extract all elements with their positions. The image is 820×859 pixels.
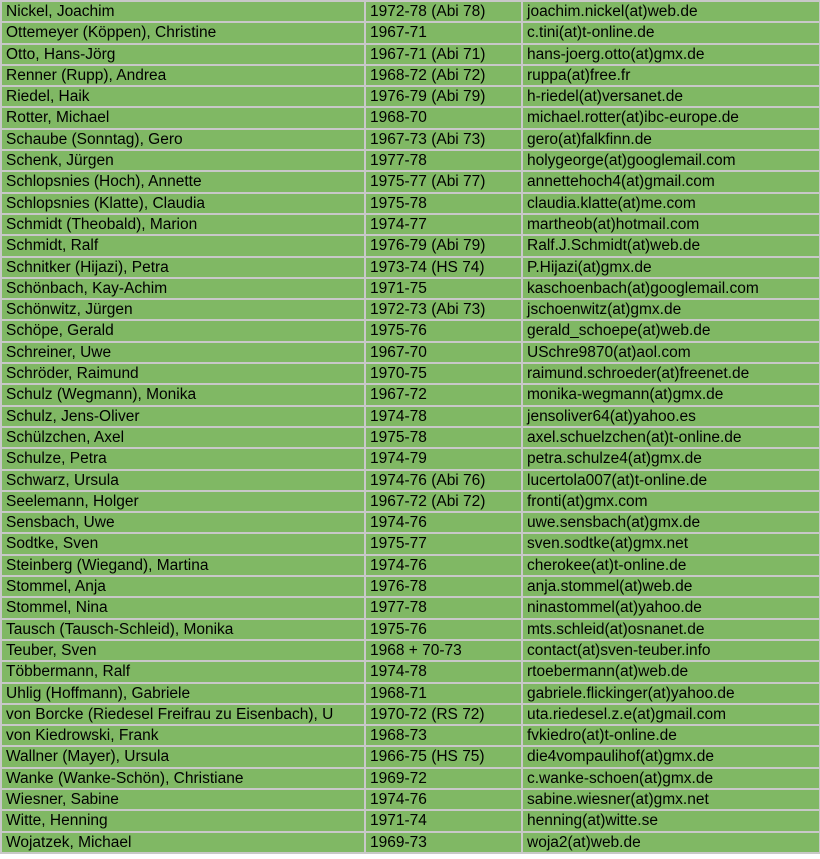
table-row [2, 23, 819, 42]
table-row [2, 769, 819, 788]
years-cell: 1975-77 (Abi 77) [366, 172, 521, 191]
years-cell: 1967-71 (Abi 71) [366, 45, 521, 64]
table-row [2, 343, 819, 362]
email-cell: ninastommel(at)yahoo.de [523, 598, 819, 617]
table-row [2, 45, 819, 64]
email-cell: rtoebermann(at)web.de [523, 662, 819, 681]
email-cell: gerald_schoepe(at)web.de [523, 321, 819, 340]
table-row [2, 279, 819, 298]
table-row [2, 684, 819, 703]
name-cell: Többermann, Ralf [2, 662, 364, 681]
years-cell: 1968-70 [366, 108, 521, 127]
years-cell: 1968 + 70-73 [366, 641, 521, 660]
years-cell: 1975-78 [366, 194, 521, 213]
years-cell: 1967-70 [366, 343, 521, 362]
years-cell: 1974-78 [366, 407, 521, 426]
years-cell: 1975-76 [366, 620, 521, 639]
table-body [2, 2, 819, 852]
name-cell: Nickel, Joachim [2, 2, 364, 21]
email-cell: fronti(at)gmx.com [523, 492, 819, 511]
table-row [2, 705, 819, 724]
years-cell: 1971-75 [366, 279, 521, 298]
table-row [2, 194, 819, 213]
years-cell: 1975-76 [366, 321, 521, 340]
name-cell: Schönbach, Kay-Achim [2, 279, 364, 298]
name-cell: Steinberg (Wiegand), Martina [2, 556, 364, 575]
table-row [2, 833, 819, 852]
name-cell: Schulze, Petra [2, 449, 364, 468]
name-cell: Schwarz, Ursula [2, 471, 364, 490]
years-cell: 1974-76 [366, 556, 521, 575]
table-row [2, 641, 819, 660]
email-cell: jschoenwitz(at)gmx.de [523, 300, 819, 319]
years-cell: 1977-78 [366, 598, 521, 617]
years-cell: 1967-72 [366, 385, 521, 404]
name-cell: Teuber, Sven [2, 641, 364, 660]
email-cell: jensoliver64(at)yahoo.es [523, 407, 819, 426]
name-cell: Schönwitz, Jürgen [2, 300, 364, 319]
name-cell: Otto, Hans-Jörg [2, 45, 364, 64]
table-row [2, 407, 819, 426]
table-row [2, 236, 819, 255]
years-cell: 1974-79 [366, 449, 521, 468]
email-cell: ruppa(at)free.fr [523, 66, 819, 85]
name-cell: Schröder, Raimund [2, 364, 364, 383]
years-cell: 1966-75 (HS 75) [366, 747, 521, 766]
email-cell: kaschoenbach(at)googlemail.com [523, 279, 819, 298]
name-cell: von Borcke (Riedesel Freifrau zu Eisenbach), U [2, 705, 364, 724]
table-row [2, 471, 819, 490]
years-cell: 1976-78 [366, 577, 521, 596]
table-row [2, 662, 819, 681]
email-cell: h-riedel(at)versanet.de [523, 87, 819, 106]
years-cell: 1968-73 [366, 726, 521, 745]
name-cell: von Kiedrowski, Frank [2, 726, 364, 745]
years-cell: 1970-75 [366, 364, 521, 383]
email-cell: c.tini(at)t-online.de [523, 23, 819, 42]
table-row [2, 556, 819, 575]
email-cell: raimund.schroeder(at)freenet.de [523, 364, 819, 383]
years-cell: 1975-77 [366, 534, 521, 553]
name-cell: Schmidt, Ralf [2, 236, 364, 255]
years-cell: 1977-78 [366, 151, 521, 170]
name-cell: Sodtke, Sven [2, 534, 364, 553]
email-cell: joachim.nickel(at)web.de [523, 2, 819, 21]
email-cell: hans-joerg.otto(at)gmx.de [523, 45, 819, 64]
name-cell: Schulz (Wegmann), Monika [2, 385, 364, 404]
email-cell: sven.sodtke(at)gmx.net [523, 534, 819, 553]
email-cell: henning(at)witte.se [523, 811, 819, 830]
table-row [2, 811, 819, 830]
email-cell: cherokee(at)t-online.de [523, 556, 819, 575]
name-cell: Schmidt (Theobald), Marion [2, 215, 364, 234]
name-cell: Schöpe, Gerald [2, 321, 364, 340]
table-row [2, 364, 819, 383]
name-cell: Rotter, Michael [2, 108, 364, 127]
years-cell: 1976-79 (Abi 79) [366, 236, 521, 255]
email-cell: claudia.klatte(at)me.com [523, 194, 819, 213]
table-row [2, 258, 819, 277]
table-row [2, 577, 819, 596]
years-cell: 1975-78 [366, 428, 521, 447]
years-cell: 1972-73 (Abi 73) [366, 300, 521, 319]
name-cell: Uhlig (Hoffmann), Gabriele [2, 684, 364, 703]
email-cell: gabriele.flickinger(at)yahoo.de [523, 684, 819, 703]
email-cell: woja2(at)web.de [523, 833, 819, 852]
table-row [2, 790, 819, 809]
years-cell: 1967-72 (Abi 72) [366, 492, 521, 511]
table-row [2, 108, 819, 127]
table-row [2, 2, 819, 21]
email-cell: uta.riedesel.z.e(at)gmail.com [523, 705, 819, 724]
email-cell: P.Hijazi(at)gmx.de [523, 258, 819, 277]
years-cell: 1969-72 [366, 769, 521, 788]
email-cell: USchre9870(at)aol.com [523, 343, 819, 362]
name-cell: Schlopsnies (Hoch), Annette [2, 172, 364, 191]
name-cell: Sensbach, Uwe [2, 513, 364, 532]
email-cell: fvkiedro(at)t-online.de [523, 726, 819, 745]
years-cell: 1968-72 (Abi 72) [366, 66, 521, 85]
name-cell: Schreiner, Uwe [2, 343, 364, 362]
name-cell: Stommel, Anja [2, 577, 364, 596]
table-row [2, 513, 819, 532]
name-cell: Schaube (Sonntag), Gero [2, 130, 364, 149]
email-cell: contact(at)sven-teuber.info [523, 641, 819, 660]
years-cell: 1976-79 (Abi 79) [366, 87, 521, 106]
years-cell: 1969-73 [366, 833, 521, 852]
name-cell: Schülzchen, Axel [2, 428, 364, 447]
email-cell: mts.schleid(at)osnanet.de [523, 620, 819, 639]
table-row [2, 87, 819, 106]
table-row [2, 534, 819, 553]
years-cell: 1974-78 [366, 662, 521, 681]
table-row [2, 215, 819, 234]
table-row [2, 66, 819, 85]
years-cell: 1974-76 (Abi 76) [366, 471, 521, 490]
email-cell: die4vompaulihof(at)gmx.de [523, 747, 819, 766]
name-cell: Tausch (Tausch-Schleid), Monika [2, 620, 364, 639]
years-cell: 1974-76 [366, 513, 521, 532]
email-cell: monika-wegmann(at)gmx.de [523, 385, 819, 404]
table-row [2, 300, 819, 319]
email-cell: c.wanke-schoen(at)gmx.de [523, 769, 819, 788]
email-cell: michael.rotter(at)ibc-europe.de [523, 108, 819, 127]
years-cell: 1973-74 (HS 74) [366, 258, 521, 277]
table-row [2, 492, 819, 511]
email-cell: petra.schulze4(at)gmx.de [523, 449, 819, 468]
email-cell: martheob(at)hotmail.com [523, 215, 819, 234]
table-row [2, 385, 819, 404]
name-cell: Wallner (Mayer), Ursula [2, 747, 364, 766]
table-row [2, 747, 819, 766]
table-row [2, 321, 819, 340]
years-cell: 1970-72 (RS 72) [366, 705, 521, 724]
email-cell: sabine.wiesner(at)gmx.net [523, 790, 819, 809]
years-cell: 1967-71 [366, 23, 521, 42]
table-row [2, 172, 819, 191]
table-row [2, 620, 819, 639]
table-row [2, 428, 819, 447]
years-cell: 1972-78 (Abi 78) [366, 2, 521, 21]
email-cell: axel.schuelzchen(at)t-online.de [523, 428, 819, 447]
name-cell: Wiesner, Sabine [2, 790, 364, 809]
email-cell: anja.stommel(at)web.de [523, 577, 819, 596]
table-row [2, 726, 819, 745]
name-cell: Riedel, Haik [2, 87, 364, 106]
name-cell: Schnitker (Hijazi), Petra [2, 258, 364, 277]
name-cell: Schenk, Jürgen [2, 151, 364, 170]
years-cell: 1971-74 [366, 811, 521, 830]
name-cell: Wanke (Wanke-Schön), Christiane [2, 769, 364, 788]
name-cell: Schulz, Jens-Oliver [2, 407, 364, 426]
table-row [2, 449, 819, 468]
email-cell: uwe.sensbach(at)gmx.de [523, 513, 819, 532]
table-row [2, 130, 819, 149]
email-cell: annettehoch4(at)gmail.com [523, 172, 819, 191]
name-cell: Wojatzek, Michael [2, 833, 364, 852]
years-cell: 1967-73 (Abi 73) [366, 130, 521, 149]
email-cell: lucertola007(at)t-online.de [523, 471, 819, 490]
name-cell: Stommel, Nina [2, 598, 364, 617]
years-cell: 1968-71 [366, 684, 521, 703]
email-cell: gero(at)falkfinn.de [523, 130, 819, 149]
years-cell: 1974-77 [366, 215, 521, 234]
email-cell: Ralf.J.Schmidt(at)web.de [523, 236, 819, 255]
name-cell: Seelemann, Holger [2, 492, 364, 511]
years-cell: 1974-76 [366, 790, 521, 809]
name-cell: Renner (Rupp), Andrea [2, 66, 364, 85]
table-row [2, 151, 819, 170]
name-cell: Witte, Henning [2, 811, 364, 830]
email-cell: holygeorge(at)googlemail.com [523, 151, 819, 170]
name-cell: Schlopsnies (Klatte), Claudia [2, 194, 364, 213]
name-cell: Ottemeyer (Köppen), Christine [2, 23, 364, 42]
table-row [2, 598, 819, 617]
